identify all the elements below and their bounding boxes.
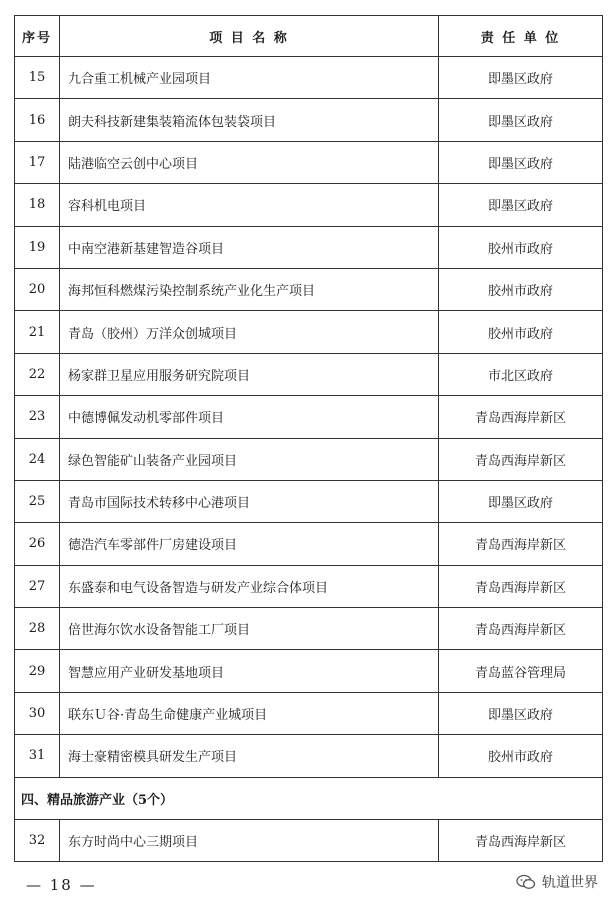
table-row bbox=[15, 523, 603, 565]
table-row bbox=[15, 353, 603, 395]
brand-name: 轨道世界 bbox=[542, 875, 598, 891]
table-row bbox=[15, 311, 603, 353]
row-name: 海士豪精密模具研发生产项目 bbox=[60, 735, 439, 777]
row-unit: 青岛西海岸新区 bbox=[439, 565, 603, 607]
table-row bbox=[15, 226, 603, 268]
row-num: 20 bbox=[15, 268, 60, 310]
table-row bbox=[15, 735, 603, 777]
header-unit: 责 任 单 位 bbox=[439, 16, 603, 57]
row-name: 东方时尚中心三期项目 bbox=[60, 820, 439, 862]
row-name: 容科机电项目 bbox=[60, 184, 439, 226]
row-num: 27 bbox=[15, 565, 60, 607]
row-name: 青岛（胶州）万洋众创城项目 bbox=[60, 311, 439, 353]
row-unit: 胶州市政府 bbox=[439, 311, 603, 353]
row-unit: 青岛西海岸新区 bbox=[439, 438, 603, 480]
row-num: 23 bbox=[15, 396, 60, 438]
table-row bbox=[15, 99, 603, 141]
row-name: 青岛市国际技术转移中心港项目 bbox=[60, 480, 439, 522]
row-unit: 青岛西海岸新区 bbox=[439, 396, 603, 438]
row-unit: 青岛蓝谷管理局 bbox=[439, 650, 603, 692]
table-row bbox=[15, 438, 603, 480]
row-name: 东盛泰和电气设备智造与研发产业综合体项目 bbox=[60, 565, 439, 607]
row-unit: 即墨区政府 bbox=[439, 57, 603, 99]
table-row bbox=[15, 268, 603, 310]
row-name: 中南空港新基建智造谷项目 bbox=[60, 226, 439, 268]
row-name: 倍世海尔饮水设备智能工厂项目 bbox=[60, 608, 439, 650]
row-num: 25 bbox=[15, 480, 60, 522]
table-row bbox=[15, 184, 603, 226]
row-num: 32 bbox=[15, 820, 60, 862]
row-num: 24 bbox=[15, 438, 60, 480]
row-unit: 即墨区政府 bbox=[439, 480, 603, 522]
table-header bbox=[15, 16, 603, 57]
row-num: 30 bbox=[15, 692, 60, 734]
section-row bbox=[15, 777, 603, 819]
table-row bbox=[15, 650, 603, 692]
table-row bbox=[15, 692, 603, 734]
row-name: 九合重工机械产业园项目 bbox=[60, 57, 439, 99]
table-row bbox=[15, 565, 603, 607]
row-unit: 即墨区政府 bbox=[439, 184, 603, 226]
table-row bbox=[15, 396, 603, 438]
table-row bbox=[15, 480, 603, 522]
row-name: 海邦恒科燃煤污染控制系统产业化生产项目 bbox=[60, 268, 439, 310]
row-num: 21 bbox=[15, 311, 60, 353]
row-unit: 青岛西海岸新区 bbox=[439, 608, 603, 650]
row-num: 29 bbox=[15, 650, 60, 692]
row-name: 杨家群卫星应用服务研究院项目 bbox=[60, 353, 439, 395]
row-name: 德浩汽车零部件厂房建设项目 bbox=[60, 523, 439, 565]
header-name: 项 目 名 称 bbox=[60, 16, 439, 57]
table-row bbox=[15, 57, 603, 99]
row-num: 19 bbox=[15, 226, 60, 268]
row-unit: 青岛西海岸新区 bbox=[439, 523, 603, 565]
row-unit: 胶州市政府 bbox=[439, 226, 603, 268]
row-name: 绿色智能矿山装备产业园项目 bbox=[60, 438, 439, 480]
row-num: 18 bbox=[15, 184, 60, 226]
row-unit: 市北区政府 bbox=[439, 353, 603, 395]
row-unit: 即墨区政府 bbox=[439, 99, 603, 141]
row-num: 22 bbox=[15, 353, 60, 395]
section-title: 四、精品旅游产业（5个） bbox=[15, 777, 603, 819]
row-name: 朗夫科技新建集装箱流体包装袋项目 bbox=[60, 99, 439, 141]
wechat-icon bbox=[516, 874, 536, 890]
row-name: 中德博佩发动机零部件项目 bbox=[60, 396, 439, 438]
row-unit: 青岛西海岸新区 bbox=[439, 820, 603, 862]
row-unit: 即墨区政府 bbox=[439, 141, 603, 183]
row-unit: 即墨区政府 bbox=[439, 692, 603, 734]
row-name: 智慧应用产业研发基地项目 bbox=[60, 650, 439, 692]
table-row bbox=[15, 608, 603, 650]
brand-watermark bbox=[516, 872, 598, 892]
row-unit: 胶州市政府 bbox=[439, 735, 603, 777]
table-row bbox=[15, 141, 603, 183]
row-name: 联东Ｕ谷·青岛生命健康产业城项目 bbox=[60, 692, 439, 734]
row-num: 31 bbox=[15, 735, 60, 777]
row-name: 陆港临空云创中心项目 bbox=[60, 141, 439, 183]
page-number: — 18 — bbox=[26, 876, 97, 894]
row-unit: 胶州市政府 bbox=[439, 268, 603, 310]
project-table bbox=[14, 15, 603, 862]
table-row bbox=[15, 820, 603, 862]
row-num: 16 bbox=[15, 99, 60, 141]
row-num: 17 bbox=[15, 141, 60, 183]
row-num: 26 bbox=[15, 523, 60, 565]
row-num: 28 bbox=[15, 608, 60, 650]
row-num: 15 bbox=[15, 57, 60, 99]
header-num: 序号 bbox=[15, 16, 60, 57]
